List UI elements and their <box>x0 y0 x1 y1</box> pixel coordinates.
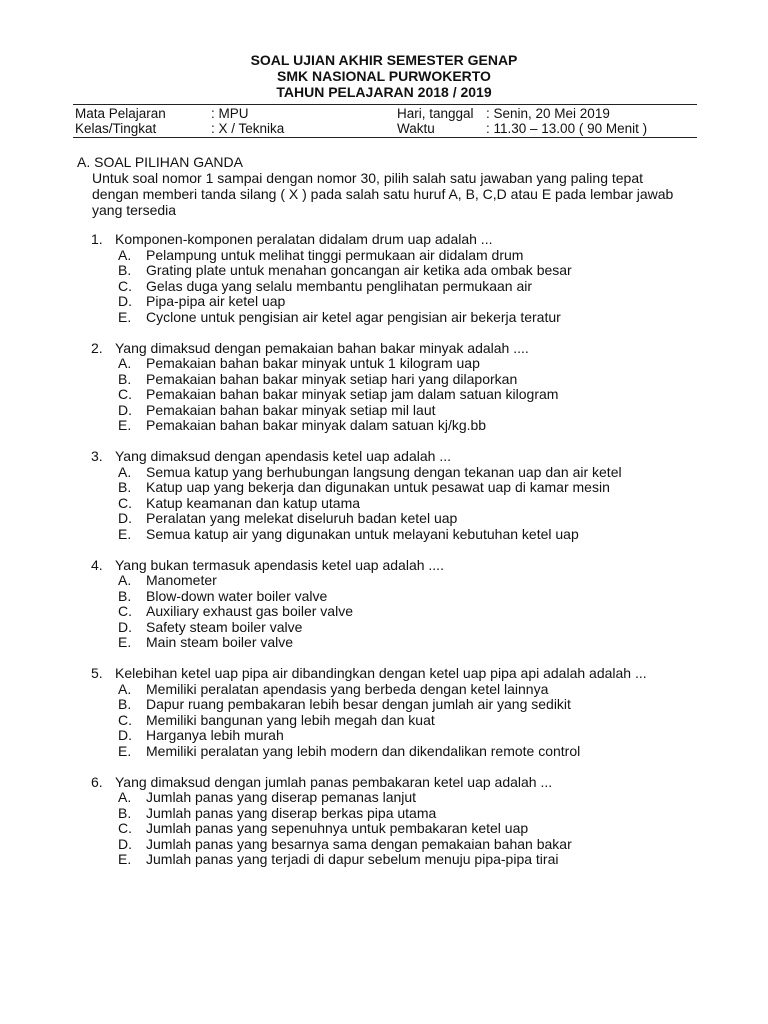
answer-option <box>0 573 768 589</box>
answer-option <box>0 852 768 868</box>
answer-option <box>0 496 768 512</box>
question-text: Yang dimaksud dengan pemakaian bahan bakar minyak adalah .... <box>115 339 529 356</box>
question-text: Komponen-komponen peralatan didalam drum uap adalah ... <box>115 231 493 247</box>
question-item <box>0 558 768 651</box>
option-text: Gelas duga yang selalu membantu penglihatan permukaan air <box>146 277 533 294</box>
question-list <box>0 232 768 883</box>
option-text: Memiliki peralatan yang lebih modern dan dikendalikan remote control <box>146 742 581 759</box>
question-item <box>0 449 768 542</box>
answer-option <box>0 465 768 481</box>
question-number: 3. <box>91 448 103 464</box>
exam-title: SOAL UJIAN AKHIR SEMESTER GENAP <box>250 52 518 68</box>
question-text: Yang dimaksud dengan jumlah panas pembakaran ketel uap adalah ... <box>115 773 553 790</box>
option-letter: E. <box>118 525 132 542</box>
option-letter: C. <box>118 494 132 511</box>
option-text: Semua katup air yang digunakan untuk melayani kebutuhan ketel uap <box>146 525 579 542</box>
option-letter: E. <box>118 851 132 867</box>
option-letter: E. <box>118 308 132 325</box>
option-text: Pemakaian bahan bakar minyak setiap hari yang dilaporkan <box>146 370 518 387</box>
section-instruction: Untuk soal nomor 1 sampai dengan nomor 30, pilih salah satu jawaban yang paling tepat dengan memberi tanda silang ( X ) pada salah satu huruf A, B, C,D atau E pada lembar jawab yang tersedia <box>92 170 674 218</box>
section-heading: A. SOAL PILIHAN GANDA <box>77 154 243 170</box>
option-text: Memiliki peralatan apendasis yang berbeda dengan ketel lainnya <box>146 680 549 697</box>
time-value: : 11.30 – 13.00 ( 90 Menit ) <box>486 121 648 136</box>
subject-label: Mata Pelajaran <box>75 106 166 121</box>
answer-option <box>0 713 768 729</box>
answer-option <box>0 310 768 326</box>
option-letter: C. <box>118 277 132 294</box>
option-letter: B. <box>118 370 132 387</box>
date-value: : Senin, 20 Mei 2019 <box>486 106 610 121</box>
question-line <box>0 666 768 682</box>
option-letter: D. <box>118 401 132 418</box>
question-line <box>0 341 768 357</box>
question-item <box>0 232 768 325</box>
answer-option <box>0 511 768 527</box>
question-item <box>0 775 768 868</box>
option-letter: A. <box>118 355 132 371</box>
option-letter: A. <box>118 246 132 263</box>
exam-header <box>0 52 768 100</box>
question-item <box>0 341 768 434</box>
question-line <box>0 449 768 465</box>
option-letter: D. <box>118 510 132 526</box>
option-letter: A. <box>118 789 132 805</box>
class-label: Kelas/Tingkat <box>75 121 157 136</box>
option-text: Jumlah panas yang diserap pemanas lanjut <box>146 789 417 805</box>
exam-info-table <box>73 104 697 138</box>
option-letter: C. <box>118 711 132 728</box>
option-letter: D. <box>118 618 132 635</box>
option-text: Harganya lebih murah <box>146 727 284 743</box>
option-text: Pemakaian bahan bakar minyak setiap jam dalam satuan kilogram <box>146 386 559 402</box>
option-letter: E. <box>118 742 132 759</box>
option-letter: C. <box>118 603 132 619</box>
option-text: Grating plate untuk menahan goncangan air ketika ada ombak besar <box>146 262 572 278</box>
info-row <box>73 106 697 121</box>
section-a <box>77 154 717 218</box>
option-text: Blow-down water boiler valve <box>146 587 328 604</box>
answer-option <box>0 372 768 388</box>
answer-option <box>0 635 768 651</box>
answer-option <box>0 356 768 372</box>
answer-option <box>0 527 768 543</box>
info-row <box>73 121 697 136</box>
answer-option <box>0 821 768 837</box>
option-text: Pelampung untuk melihat tinggi permukaan air didalam drum <box>146 246 524 263</box>
question-line <box>0 558 768 574</box>
option-text: Jumlah panas yang terjadi di dapur sebelum menuju pipa-pipa tirai <box>146 851 559 867</box>
option-letter: A. <box>118 463 132 480</box>
answer-option <box>0 248 768 264</box>
answer-option <box>0 728 768 744</box>
answer-option <box>0 480 768 496</box>
option-text: Cyclone untuk pengisian air ketel agar pengisian air bekerja teratur <box>146 308 561 325</box>
answer-option <box>0 418 768 434</box>
option-letter: B. <box>118 262 132 278</box>
question-number: 6. <box>91 773 103 790</box>
answer-option <box>0 682 768 698</box>
option-letter: D. <box>118 835 132 852</box>
class-value: : X / Teknika <box>211 121 285 136</box>
question-number: 5. <box>91 665 103 681</box>
option-text: Katup keamanan dan katup utama <box>146 494 361 511</box>
option-text: Katup uap yang bekerja dan digunakan untuk pesawat uap di kamar mesin <box>146 479 610 495</box>
option-text: Memiliki bangunan yang lebih megah dan kuat <box>146 711 435 728</box>
option-text: Jumlah panas yang sepenuhnya untuk pembakaran ketel uap <box>146 820 529 836</box>
question-line <box>0 232 768 248</box>
academic-year: TAHUN PELAJARAN 2018 / 2019 <box>276 84 492 100</box>
date-label: Hari, tanggal <box>397 106 474 121</box>
option-text: Jumlah panas yang diserap berkas pipa utama <box>146 804 437 821</box>
option-text: Pemakaian bahan bakar minyak setiap mil laut <box>146 401 436 418</box>
option-text: Pemakaian bahan bakar minyak dalam satuan kj/kg.bb <box>146 417 487 433</box>
option-letter: A. <box>118 680 132 697</box>
option-text: Jumlah panas yang besarnya sama dengan pemakaian bahan bakar <box>146 835 572 852</box>
answer-option <box>0 697 768 713</box>
option-letter: B. <box>118 479 132 495</box>
option-letter: E. <box>118 634 132 650</box>
option-letter: E. <box>118 417 132 433</box>
option-text: Dapur ruang pembakaran lebih besar dengan jumlah air yang sedikit <box>146 696 571 712</box>
option-letter: C. <box>118 386 132 402</box>
option-letter: A. <box>118 572 132 588</box>
answer-option <box>0 837 768 853</box>
option-text: Main steam boiler valve <box>146 634 294 650</box>
question-text: Yang dimaksud dengan apendasis ketel uap adalah ... <box>115 448 451 464</box>
question-number: 4. <box>91 556 103 573</box>
option-letter: B. <box>118 804 132 821</box>
answer-option <box>0 589 768 605</box>
option-text: Safety steam boiler valve <box>146 618 303 635</box>
question-line <box>0 775 768 791</box>
answer-option <box>0 620 768 636</box>
question-text: Kelebihan ketel uap pipa air dibandingkan dengan ketel uap pipa api adalah adalah ... <box>115 665 647 681</box>
answer-option <box>0 604 768 620</box>
option-letter: D. <box>118 293 132 309</box>
option-letter: B. <box>118 587 132 604</box>
school-name: SMK NASIONAL PURWOKERTO <box>277 68 491 84</box>
question-number: 1. <box>91 231 103 247</box>
answer-option <box>0 403 768 419</box>
option-letter: C. <box>118 820 132 836</box>
question-item <box>0 666 768 759</box>
answer-option <box>0 744 768 760</box>
answer-option <box>0 294 768 310</box>
option-text: Pipa-pipa air ketel uap <box>146 293 286 309</box>
option-text: Pemakaian bahan bakar minyak untuk 1 kilogram uap <box>146 355 480 371</box>
subject-value: : MPU <box>211 106 249 121</box>
answer-option <box>0 263 768 279</box>
time-label: Waktu <box>397 121 435 136</box>
option-text: Auxiliary exhaust gas boiler valve <box>146 603 353 619</box>
answer-option <box>0 387 768 403</box>
answer-option <box>0 790 768 806</box>
option-letter: B. <box>118 696 132 712</box>
question-text: Yang bukan termasuk apendasis ketel uap adalah .... <box>115 556 444 573</box>
option-text: Semua katup yang berhubungan langsung dengan tekanan uap dan air ketel <box>146 463 622 480</box>
option-text: Manometer <box>146 572 217 588</box>
answer-option <box>0 279 768 295</box>
question-number: 2. <box>91 339 103 356</box>
option-letter: D. <box>118 727 132 743</box>
option-text: Peralatan yang melekat diseluruh badan ketel uap <box>146 510 458 526</box>
answer-option <box>0 806 768 822</box>
